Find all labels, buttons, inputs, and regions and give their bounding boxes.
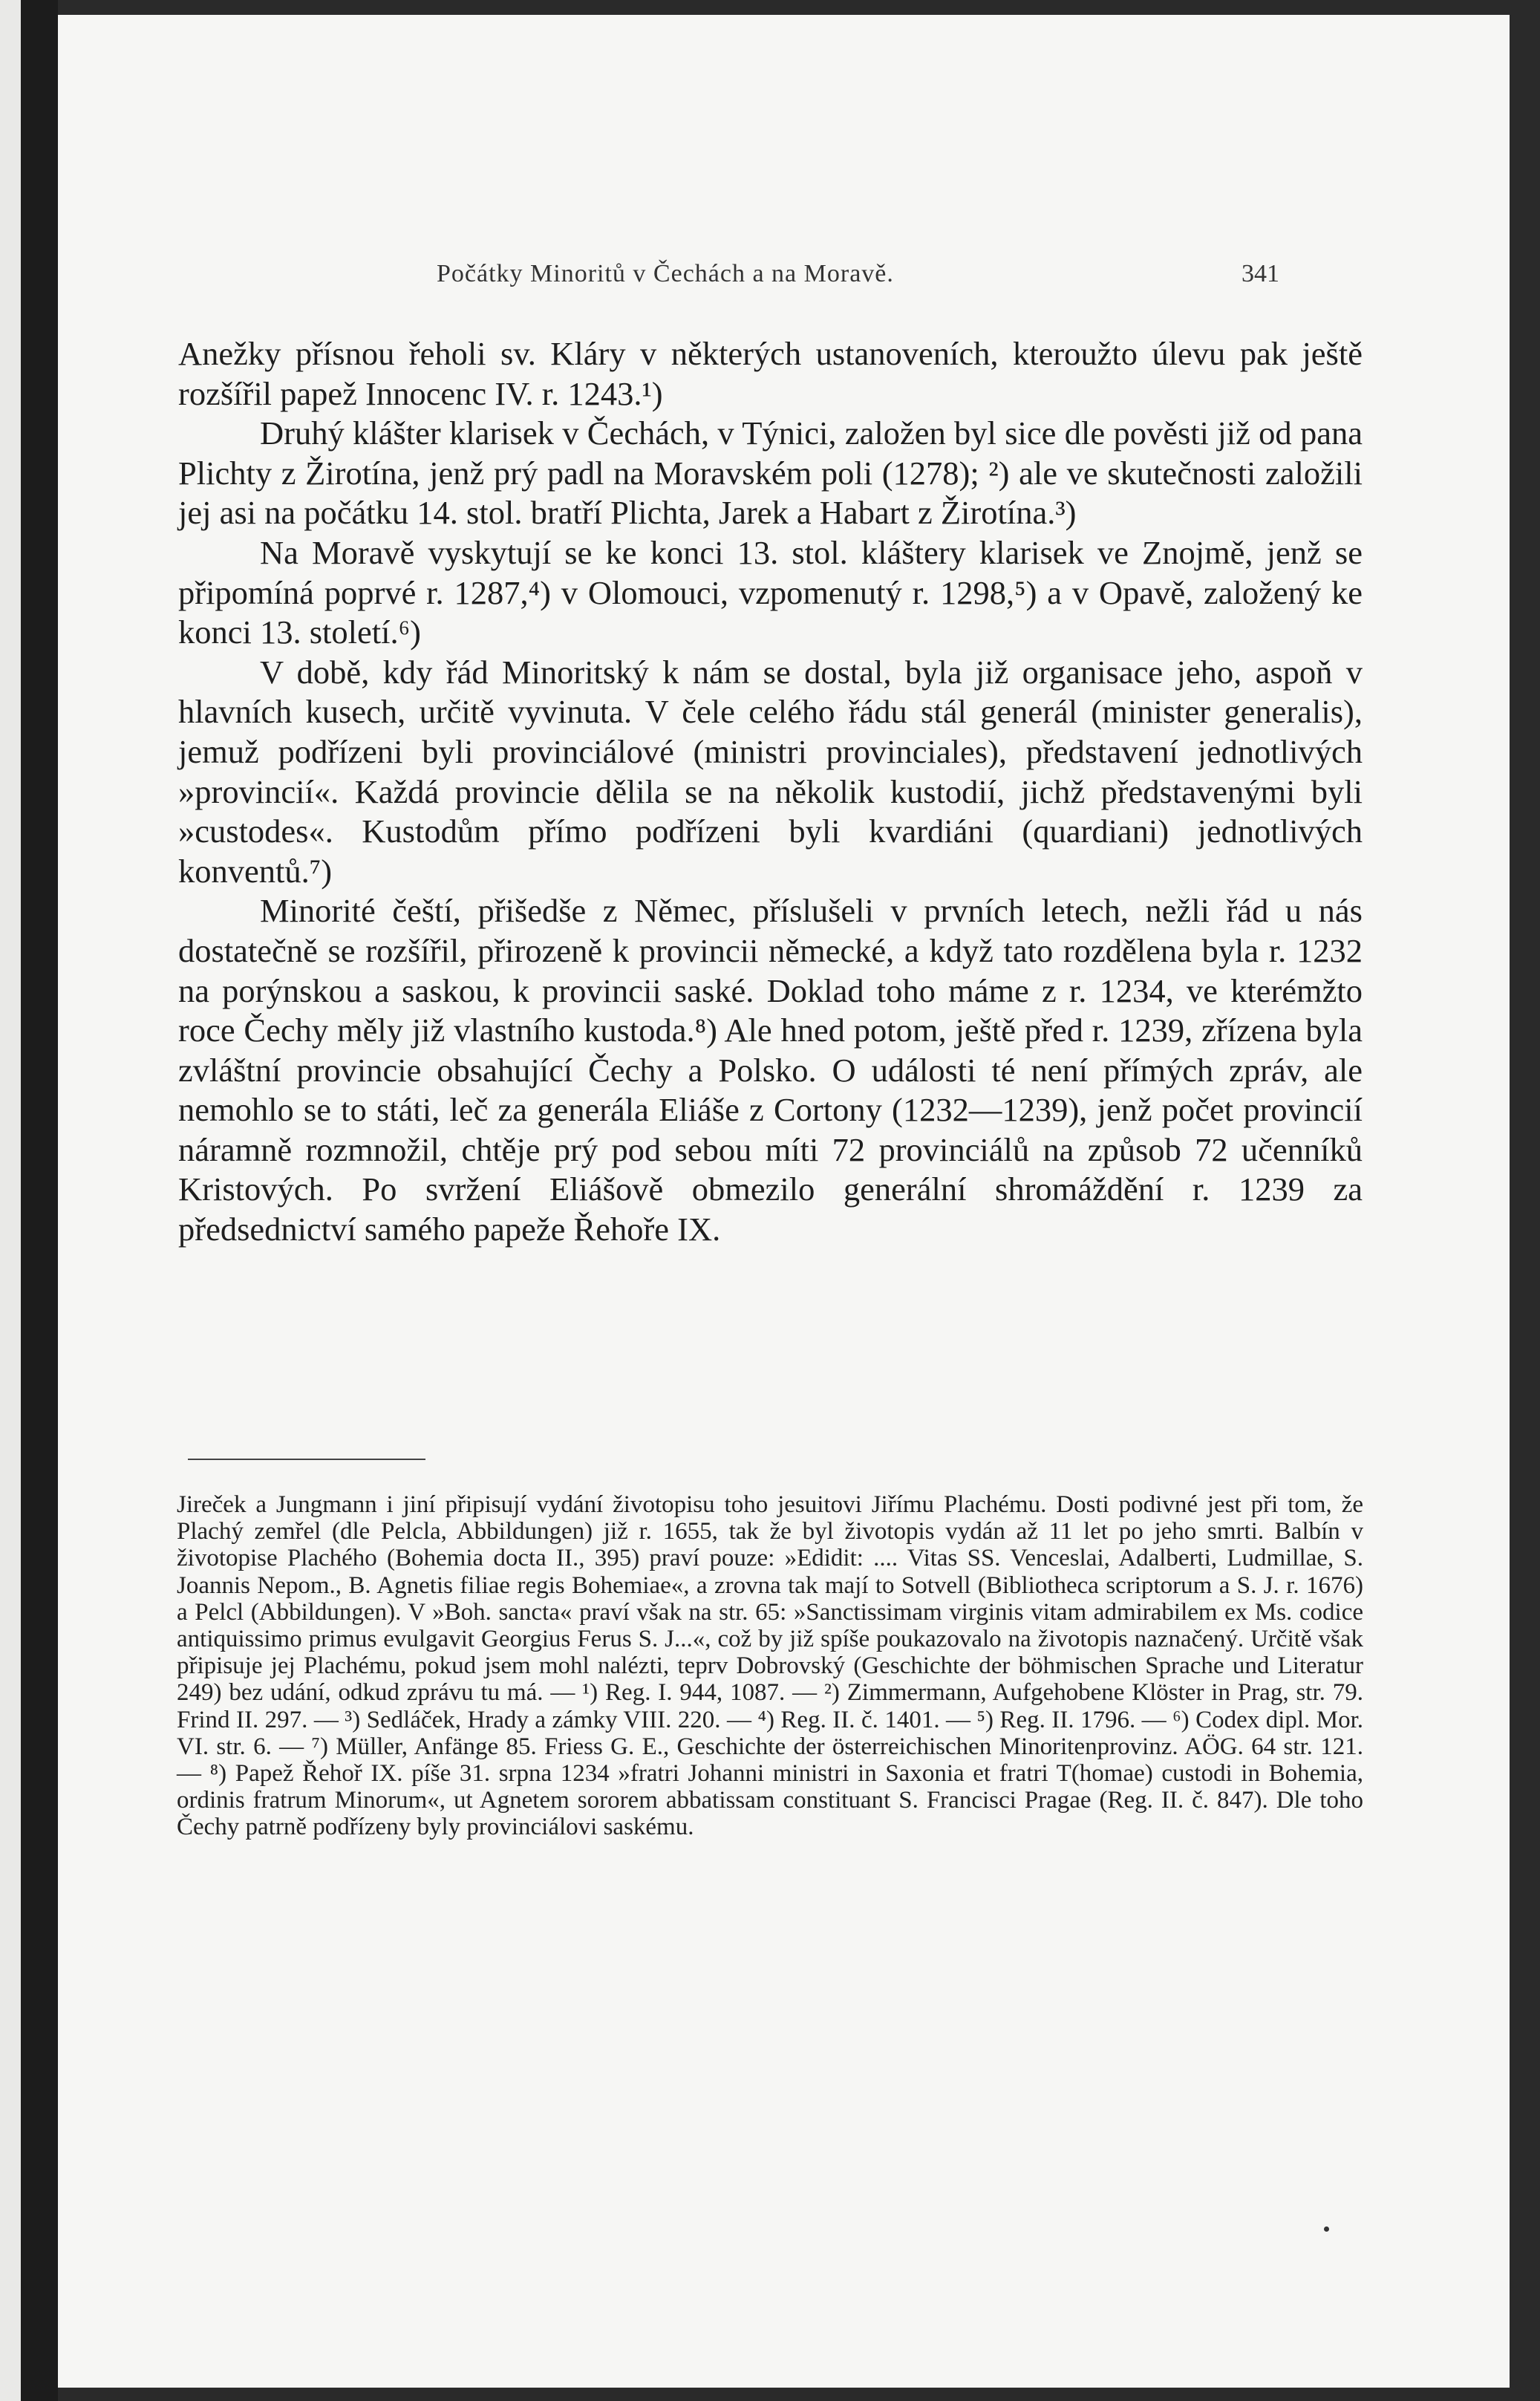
footnotes — [177, 1491, 1363, 1841]
ink-dot — [1324, 2226, 1329, 2232]
main-text — [178, 334, 1363, 1250]
footnote-text: Jireček a Jungmann i jiní připisují vydání životopisu toho jesuitovi Jiřímu Plachému. Dosti podivné jest při tom, že Plachý zemřel (dle Pelcla, Abbildungen) již r. 1655, tak že byl životopis vydán až 11 let po jeho smrti. Balbín v životopise Plachého (Bohemia docta II., 395) praví pouze: »Edidit: .... Vitas SS. Venceslai, Adalberti, Ludmillae, S. Joannis Nepom., B. Agnetis filiae regis Bohemiae«, a zrovna tak mají to Sotvell (Bibliotheca scriptorum a S. J. r. 1676) a Pelcl (Abbildungen). V »Boh. sancta« praví však na str. 65: »Sanctissimam virginis vitam admirabilem ex Ms. codice antiquissimo primus evulgavit Georgius Ferus S. J...«, což by již spíše poukazovalo na životopis naznačený. Určitě však připisuje jej Plachému, pokud jsem mohl nalézti, teprv Dobrovský (Geschichte der böhmischen Sprache und Literatur 249) bez udání, odkud zprávu tu má. — ¹) Reg. I. 944, 1087. — ²) Zimmermann, Aufgehobene Klöster in Prag, str. 79. Frind II. 297. — ³) Sedláček, Hrady a zámky VIII. 220. — ⁴) Reg. II. č. 1401. — ⁵) Reg. II. 1796. — ⁶) Codex dipl. Mor. VI. str. 6. — ⁷) Müller, Anfänge 85. Friess G. E., Geschichte der österreichischen Minoritenprovinz. AÖG. 64 str. 121. — ⁸) Papež Řehoř IX. píše 31. srpna 1234 »fratri Johanni ministri in Saxonia et fratri T(homae) custodi in Bohemia, ordinis fratrum Minorum«, ut Agnetem sororem abbatissam constituant S. Francisci Pragae (Reg. II. č. 847). Dle toho Čechy patrně podřízeny byly provinciálovi saskému. — [177, 1491, 1363, 1841]
book-page — [58, 15, 1510, 2388]
page-number: 341 — [1242, 260, 1279, 287]
scan-edge-strip — [0, 0, 21, 2401]
running-head-title: Počátky Minoritů v Čechách a na Moravě. — [437, 260, 894, 287]
paragraph: V době, kdy řád Minoritský k nám se dostal, byla již organisace jeho, aspoň v hlavních kusech, určitě vyvinuta. V čele celého řádu stál generál (minister generalis), jemuž podřízeni byli provinciálové (ministri provinciales), představení jednotlivých »provincií«. Každá provincie dělila se na několik kustodií, jichž představenými byli »custodes«. Kustodům přímo podřízeni byli kvardiáni (quardiani) jednotlivých konventů.⁷) — [178, 653, 1363, 890]
footnote-separator — [188, 1459, 425, 1460]
paragraph: Anežky přísnou řeholi sv. Kláry v některých ustanoveních, kteroužto úlevu pak ještě rozšířil papež Innocenc IV. r. 1243.¹) — [178, 335, 1363, 412]
paragraph: Druhý klášter klarisek v Čechách, v Týnici, založen byl sice dle pověsti již od pana Plichty z Žirotína, jenž prý padl na Moravském poli (1278); ²) ale ve skutečnosti založili jej asi na počátku 14. stol. bratří Plichta, Jarek a Habart z Žirotína.³) — [178, 414, 1363, 532]
paragraph: Minorité čeští, přišedše z Němec, příslušeli v prvních letech, nežli řád u nás dostatečně se rozšířil, přirozeně k provincii německé, a když tato rozdělena byla r. 1232 na porýnskou a saskou, k provincii saské. Doklad toho máme z r. 1234, ve kterémžto roce Čechy měly již vlastního kustoda.⁸) Ale hned potom, ještě před r. 1239, zřízena byla zvláštní provincie obsahující Čechy a Polsko. O události té není přímých zpráv, ale nemohlo se to státi, leč za generála Eliáše z Cortony (1232—1239), jenž počet provincií náramně rozmnožil, chtěje prý pod sebou míti 72 provinciálů na způsob 72 učenníků Kristových. Po svržení Eliášově obmezilo generální shromáždění r. 1239 za předsednictví samého papeže Řehoře IX. — [178, 892, 1363, 1248]
paragraph: Na Moravě vyskytují se ke konci 13. stol. kláštery klarisek ve Znojmě, jenž se připomíná poprvé r. 1287,⁴) v Olomouci, vzpomenutý r. 1298,⁵) a v Opavě, založený ke konci 13. století.⁶) — [178, 533, 1363, 651]
